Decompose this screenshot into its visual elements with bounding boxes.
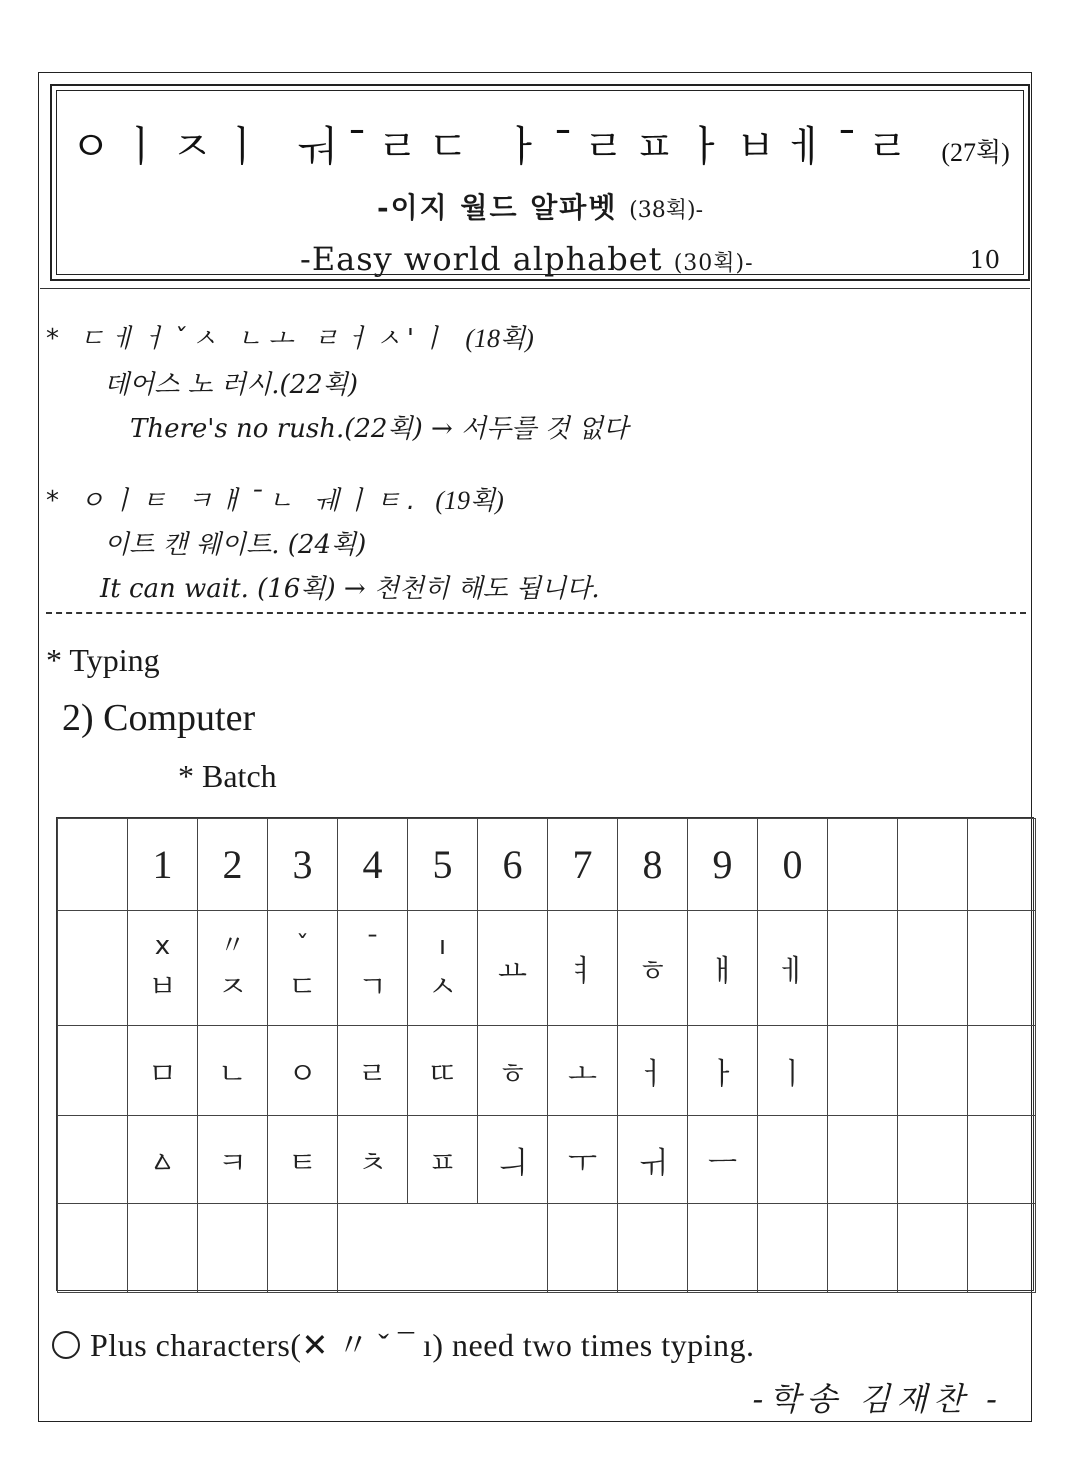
key-m: ㅜ (548, 1116, 618, 1204)
english-title (300, 240, 754, 278)
key-t-base: ㅅ (428, 970, 457, 1005)
key-l: ㅏ (688, 1026, 758, 1116)
key-1: 1 (128, 819, 198, 911)
grid-cell-empty (968, 1116, 1036, 1204)
phrase-2-english: It can wait. (16획) → 천천히 해도 됩니다. (100, 574, 600, 604)
key-r (338, 911, 408, 1026)
key-z: ㅿ (128, 1116, 198, 1204)
grid-cell-empty (758, 1204, 828, 1293)
key-v: ㅊ (338, 1116, 408, 1204)
phrase-2-script-count: (19획) (435, 486, 504, 515)
phrase-2-script (46, 480, 504, 517)
batch-label: * Batch (178, 758, 277, 794)
grid-cell-empty (58, 819, 128, 911)
typing-heading: * Typing (46, 642, 160, 678)
key-w (198, 911, 268, 1026)
key-0: 0 (758, 819, 828, 911)
plus-characters-note (52, 1320, 755, 1366)
phrase-2-korean: 이트 캔 웨이트. (24획) (104, 530, 367, 560)
key-n: ㅢ (478, 1116, 548, 1204)
grid-cell-empty (898, 1204, 968, 1293)
grid-cell-empty (898, 819, 968, 911)
grid-cell-empty (758, 1116, 828, 1204)
key-7: 7 (548, 819, 618, 911)
korean-title-count: (38획)- (629, 198, 704, 223)
bottom-letter-row (58, 1116, 1036, 1204)
script-title-text: ㅇㅣㅈㅣ ㅝ¯ㄹㄷ ㅏ¯ㄹㅍㅏㅂㅔ¯ㄹ (70, 122, 918, 171)
title-box (50, 84, 1030, 281)
key-y: ㅛ (478, 911, 548, 1026)
author-signature: -학송 김재찬 - (752, 1380, 1003, 1418)
key-g: ㄸ (408, 1026, 478, 1116)
grid-cell-empty (268, 1204, 338, 1293)
key-h: ㅎ (478, 1026, 548, 1116)
grid-cell-empty (898, 1026, 968, 1116)
key-o: ㅐ (688, 911, 758, 1026)
english-title-count: (30획)- (673, 251, 754, 276)
key-w-shift: 〃 (219, 931, 246, 961)
key-c: ㅌ (268, 1116, 338, 1204)
key-comma: ㅟ (618, 1116, 688, 1204)
grid-cell-empty (58, 1116, 128, 1204)
key-u: ㅕ (548, 911, 618, 1026)
key-f: ㄹ (338, 1026, 408, 1116)
key-3: 3 (268, 819, 338, 911)
plus-characters-note-text: Plus characters(✕ 〃 ˇ ¯ ı) need two times typing. (90, 1327, 755, 1363)
key-q-shift: x (154, 931, 171, 961)
script-title-count: (27획) (941, 138, 1010, 167)
key-4: 4 (338, 819, 408, 911)
phrase-2-script-text: * ㅇㅣㅌ ㅋㅐ¯ㄴ ㅞㅣㅌ. (46, 486, 422, 516)
phrase-1-script (46, 318, 534, 355)
phrase-1-script-text: * ㄷㅔㅓˇㅅ ㄴㅗ ㄹㅓㅅ'ㅣ (46, 324, 452, 354)
grid-cell-empty (968, 1026, 1036, 1116)
key-e-shift: ˇ (296, 931, 309, 961)
grid-cell-empty (968, 911, 1036, 1026)
grid-cell-empty (898, 1116, 968, 1204)
key-period: ㅡ (688, 1116, 758, 1204)
phrase-1-script-count: (18획) (465, 324, 534, 353)
grid-cell-empty (828, 819, 898, 911)
computer-heading: 2) Computer (62, 697, 256, 739)
keyboard-layout-grid (56, 817, 1034, 1291)
korean-title-text: -이지 월드 알파벳 (376, 191, 618, 224)
key-9: 9 (688, 819, 758, 911)
key-w-base: ㅈ (218, 970, 247, 1005)
key-q-base: ㅂ (148, 970, 177, 1005)
circle-bullet-icon (52, 1331, 80, 1359)
page-number: 10 (969, 246, 1000, 274)
key-j: ㅗ (548, 1026, 618, 1116)
keyboard-table (57, 818, 1036, 1293)
key-q (128, 911, 198, 1026)
key-t-shift: ı (438, 931, 447, 961)
key-x: ㅋ (198, 1116, 268, 1204)
phrase-1-korean: 데어스 노 러시.(22획) (104, 370, 358, 400)
grid-cell-empty (198, 1204, 268, 1293)
grid-cell-empty (548, 1204, 618, 1293)
grid-cell-empty (828, 1116, 898, 1204)
key-e (268, 911, 338, 1026)
key-a: ㅁ (128, 1026, 198, 1116)
header-divider (40, 288, 1030, 289)
grid-cell-empty (688, 1204, 758, 1293)
space-bar-cell (338, 1204, 548, 1293)
key-d: ㅇ (268, 1026, 338, 1116)
key-k: ㅓ (618, 1026, 688, 1116)
grid-cell-empty (58, 1026, 128, 1116)
korean-title (52, 186, 1028, 226)
grid-cell-empty (828, 1026, 898, 1116)
grid-cell-empty (618, 1204, 688, 1293)
key-5: 5 (408, 819, 478, 911)
grid-cell-empty (128, 1204, 198, 1293)
grid-cell-empty (968, 1204, 1036, 1293)
key-p: ㅔ (758, 911, 828, 1026)
english-title-text: -Easy world alphabet (300, 240, 663, 278)
number-row (58, 819, 1036, 911)
key-2: 2 (198, 819, 268, 911)
key-b: ㅍ (408, 1116, 478, 1204)
space-row (58, 1204, 1036, 1293)
key-r-shift: ¯ (366, 931, 379, 961)
key-6: 6 (478, 819, 548, 911)
key-semicolon: ㅣ (758, 1026, 828, 1116)
key-s: ㄴ (198, 1026, 268, 1116)
grid-cell-empty (58, 911, 128, 1026)
grid-cell-empty (968, 819, 1036, 911)
phrase-1-english: There's no rush.(22획) → 서두를 것 없다 (130, 414, 629, 444)
grid-cell-empty (828, 911, 898, 1026)
key-r-base: ㄱ (358, 970, 387, 1005)
dash-divider (46, 612, 1026, 614)
grid-cell-empty (58, 1204, 128, 1293)
grid-cell-empty (828, 1204, 898, 1293)
key-i: ㅎ (618, 911, 688, 1026)
top-letter-row (58, 911, 1036, 1026)
key-e-base: ㄷ (288, 970, 317, 1005)
key-8: 8 (618, 819, 688, 911)
script-title (52, 114, 1028, 174)
grid-cell-empty (898, 911, 968, 1026)
key-t (408, 911, 478, 1026)
middle-letter-row (58, 1026, 1036, 1116)
